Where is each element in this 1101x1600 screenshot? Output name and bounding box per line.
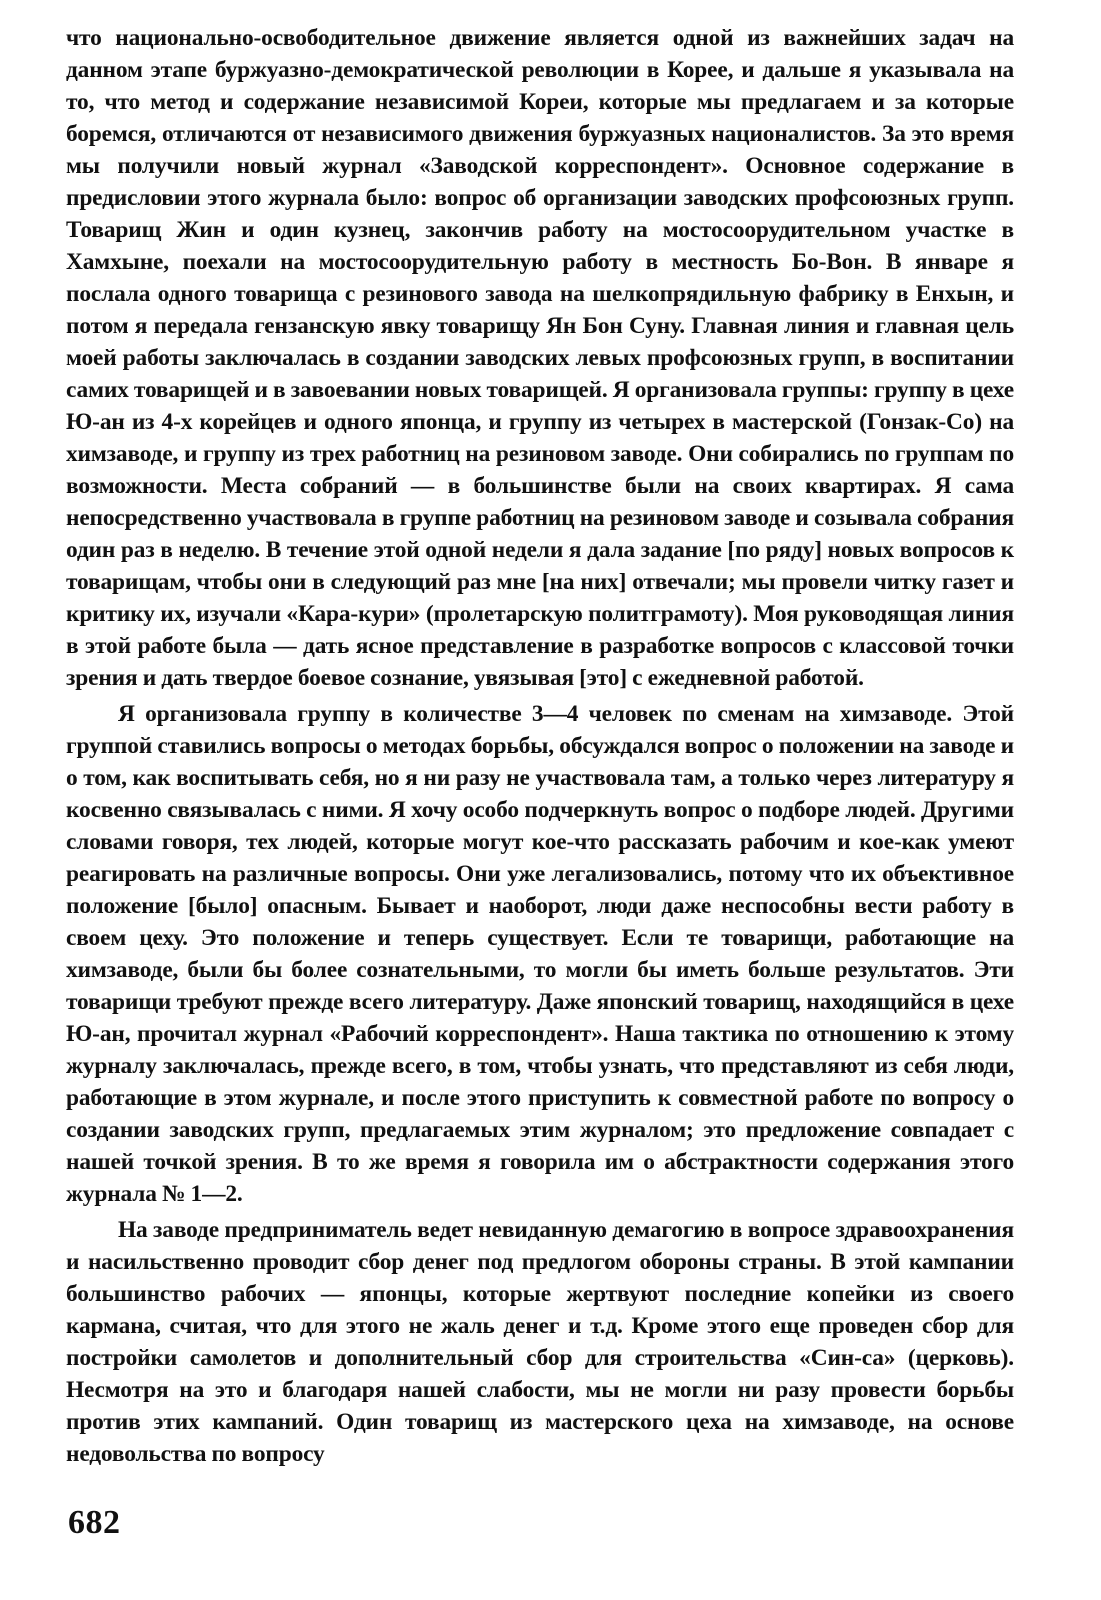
page-body: [66, 22, 1014, 1470]
paragraph-1: что национально-освободительное движение является одной из важнейших задач на данном этапе буржуазно-демократической революции в Корее, и дальше я указывала на то, что метод и содержание независимой Кореи, которые мы предлагаем и за которые боремся, отличаются от независимого движения буржуазных националистов. За это время мы получили новый журнал «Заводской корреспондент». Основное содержание в предисловии этого журнала было: вопрос об организации заводских профсоюзных групп. Товарищ Жин и один кузнец, закончив работу на мостосоорудительном участке в Хамхыне, поехали на мостосоорудительную работу в местность Бо-Вон. В январе я послала одного товарища с резинового завода на шелкопрядильную фабрику в Енхын, и потом я передала гензанскую явку товарищу Ян Бон Суну. Главная линия и главная цель моей работы заключалась в создании заводских левых профсоюзных групп, в воспитании самих товарищей и в завоевании новых товарищей. Я организовала группы: группу в цехе Ю-ан из 4-х корейцев и одного японца, и группу из четырех в мастерской (Гонзак-Со) на химзаводе, и группу из трех работниц на резиновом заводе. Они собирались по группам по возможности. Места собраний — в большинстве были на своих квартирах. Я сама непосредственно участвовала в группе работниц на резиновом заводе и созывала собрания один раз в неделю. В течение этой одной недели я дала задание [по ряду] новых вопросов к товарищам, чтобы они в следующий раз мне [на них] отвечали; мы провели читку газет и критику их, изучали «Кара-кури» (пролетарскую политграмоту). Моя руководящая линия в этой работе была — дать ясное представление в разработке вопросов с классовой точки зрения и дать твердое боевое сознание, увязывая [это] с ежедневной работой.: [66, 25, 1014, 691]
paragraph-2: Я организовала группу в количестве 3—4 человек по сменам на химзаводе. Этой группой ставились вопросы о методах борьбы, обсуждался вопрос о положении на заводе и о том, как воспитывать себя, но я ни разу не участвовала там, а только через литературу я косвенно связывалась с ними. Я хочу особо подчеркнуть вопрос о подборе людей. Другими словами говоря, тех людей, которые могут кое-что рассказать рабочим и кое-как умеют реагировать на различные вопросы. Они уже легализовались, потому что их объективное положение [было] опасным. Бывает и наоборот, люди даже неспособны вести работу в своем цеху. Это положение и теперь существует. Если те товарищи, работающие на химзаводе, были бы более сознательными, то могли бы иметь больше результатов. Эти товарищи требуют прежде всего литературу. Даже японский товарищ, находящийся в цехе Ю-ан, прочитал журнал «Рабочий корреспондент». Наша тактика по отношению к этому журналу заключалась, прежде всего, в том, чтобы узнать, что представляют из себя люди, работающие в этом журнале, и после этого приступить к совместной работе по вопросу о создании заводских групп, предлагаемых этим журналом; это предложение совпадает с нашей точкой зрения. В то же время я говорила им о абстрактности содержания этого журнала № 1—2.: [66, 701, 1014, 1207]
page-number: 682: [68, 1504, 121, 1541]
paragraph-3: На заводе предприниматель ведет невиданную демагогию в вопросе здравоохранения и насильственно проводит сбор денег под предлогом обороны страны. В этой кампании большинство рабочих — японцы, которые жертвуют последние копейки из своего кармана, считая, что для этого не жаль денег и т.д. Кроме этого еще проведен сбор для постройки самолетов и дополнительный сбор для строительства «Син-са» (церковь). Несмотря на это и благодаря нашей слабости, мы не могли ни разу провести борьбы против этих кампаний. Один товарищ из мастерского цеха на химзаводе, на основе недовольства по вопросу: [66, 1217, 1014, 1467]
